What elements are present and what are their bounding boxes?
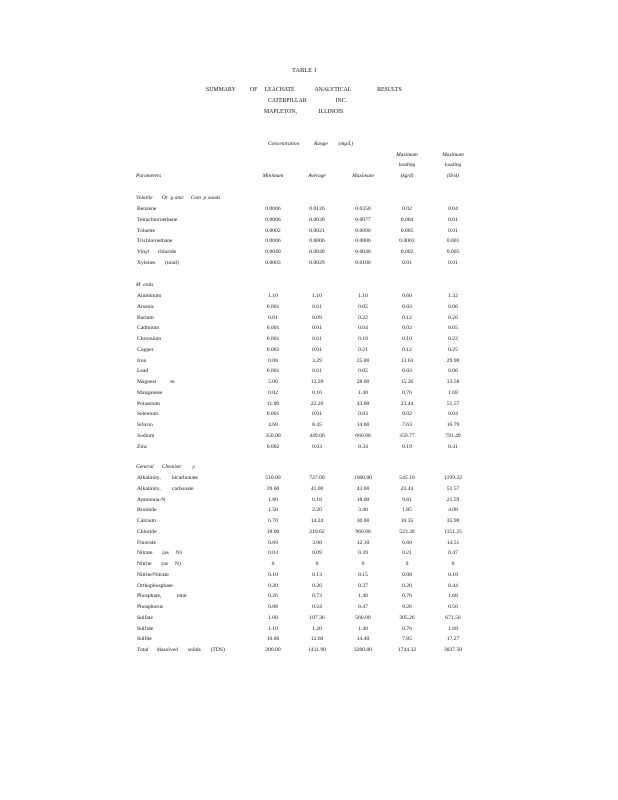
table-row — [0, 325, 618, 335]
max-loading-kg-value: 7.85 — [402, 636, 412, 643]
average-value: 0.0021 — [309, 227, 325, 234]
max-loading-lb-value: 0.04 — [448, 411, 458, 418]
parameter-name: Benzene — [137, 206, 157, 212]
minimum-value: 0.0040 — [265, 249, 281, 255]
minimum-value: 6.70 — [268, 518, 278, 524]
maximum-value: 0.15 — [358, 571, 368, 578]
max-loading-kg-value: 6.60 — [402, 539, 412, 546]
max-loading-lb-value: 791.49 — [445, 432, 461, 439]
table-title-line-1: SUMMARY OF LEACHATE ANALYTICAL RESULTS — [206, 87, 402, 93]
average-value: 0.0126 — [309, 206, 325, 212]
max-loading-lb-value: 0.01 — [448, 259, 458, 266]
max-loading-lb-value: 29.98 — [446, 357, 460, 364]
minimum-value: 18.00 — [266, 528, 280, 535]
max-loading-lb-value: 0.41 — [448, 443, 458, 450]
parameter-name: Aluminum — [137, 293, 162, 299]
max-loading-lb-value: 1151.25 — [444, 528, 462, 535]
minimum-value: 0.26 — [268, 593, 278, 600]
max-loading-kg-value: 0.26 — [402, 604, 412, 610]
table-row — [0, 238, 618, 248]
max-loading-lb-value: 51.57 — [446, 400, 460, 407]
maximum-value: 660.00 — [355, 432, 371, 439]
average-value: 0.01 — [312, 346, 322, 353]
average-value: 1411.90 — [308, 647, 326, 653]
max-loading-lb-value: 0.18 — [448, 571, 458, 578]
average-header: Average — [308, 173, 326, 179]
max-loading-kg-value: 0.12 — [402, 346, 412, 353]
table-row — [0, 497, 618, 507]
table-row — [0, 304, 618, 314]
parameter-name: Phosphate, total — [137, 593, 187, 600]
parameter-name: Ammonia-N — [137, 496, 166, 503]
table-row — [0, 572, 618, 582]
maximum-value: 0.04 — [358, 325, 368, 332]
section-header: General Chemistr y — [136, 464, 195, 470]
parameter-name: Alkalinity, bicarbonate — [137, 475, 198, 481]
max-loading-lb-value: 0.22 — [448, 336, 458, 342]
max-loading-lb-value: 0.04 — [448, 206, 458, 212]
max-loading-lb-value: 4.08 — [448, 507, 458, 514]
max-loading-lb-value: 1199.22 — [444, 475, 462, 481]
average-value: 1.20 — [312, 625, 322, 632]
average-value: 0.26 — [312, 582, 322, 589]
max-loading-kg-value: 545.10 — [399, 475, 415, 481]
table-row — [0, 626, 618, 636]
max-loading-lb-header-3: (lb/d) — [447, 173, 459, 179]
max-loading-kg-value: 0.02 — [402, 325, 412, 332]
table-row — [0, 593, 618, 603]
max-loading-lb-value: 0.005 — [446, 249, 460, 255]
max-loading-kg-value: 9.81 — [402, 496, 412, 503]
maximum-value: 43.00 — [356, 400, 370, 407]
max-loading-kg-value: 1.85 — [402, 507, 412, 514]
maximum-value: 3200.00 — [353, 647, 373, 653]
minimum-value: 1.10 — [268, 625, 278, 632]
parameter-name: Nitrite (as N) — [137, 561, 181, 567]
parameter-name: Orthophosphate — [137, 582, 173, 589]
parameter-name: Selenium — [137, 411, 159, 418]
max-loading-kg-value: 0.21 — [402, 550, 412, 557]
max-loading-lb-value: 0.05 — [448, 325, 458, 332]
minimum-value: 0.69 — [268, 539, 278, 546]
minimum-value: 0.0006 — [265, 238, 281, 245]
parameter-name: Iron — [137, 357, 147, 364]
table-row — [0, 401, 618, 411]
maximum-value: 0.39 — [358, 550, 368, 557]
average-value: 6.18 — [312, 496, 322, 503]
table-row — [0, 636, 618, 646]
maximum-value: 14.40 — [356, 636, 370, 643]
table-row — [0, 540, 618, 550]
parameter-name: Calcium — [137, 518, 156, 524]
maximum-value: 30.00 — [356, 518, 370, 524]
max-loading-kg-value: 0.03 — [402, 303, 412, 310]
max-loading-kg-value: 0.02 — [402, 411, 412, 418]
parameter-name: Magnesi m — [137, 379, 175, 385]
maximum-value: 1.40 — [358, 389, 368, 396]
concentration-range-header: Concentration Range (mg/L) — [268, 141, 354, 147]
max-loading-lb-value: 17.27 — [446, 636, 460, 643]
parameter-name: Trichloroethane — [137, 238, 173, 245]
maximum-value: 0.0077 — [355, 216, 371, 223]
max-loading-kg-value: 13.63 — [400, 357, 414, 364]
max-loading-lb-value: 0.01 — [448, 227, 458, 234]
average-value: 12.60 — [310, 636, 324, 643]
parameter-name: Lead — [137, 368, 149, 375]
minimum-value: 1.50 — [268, 507, 278, 514]
maximum-value: 0.0100 — [355, 259, 371, 266]
max-loading-kg-value: 16.35 — [400, 518, 414, 524]
maximum-value: 1.40 — [358, 593, 368, 600]
max-loading-lb-value: 0.26 — [448, 314, 458, 321]
parameter-name: Vinyl chloride — [137, 249, 177, 255]
table-row — [0, 604, 618, 614]
parameter-name: Potassium — [137, 400, 161, 407]
average-value: 0.0030 — [309, 216, 325, 223]
maximum-header: Maximum — [352, 173, 374, 179]
average-value: 0.01 — [312, 303, 322, 310]
max-loading-lb-value: 0 — [451, 561, 455, 567]
max-loading-kg-value: 0.004 — [400, 216, 414, 223]
maximum-value: 0.21 — [358, 346, 368, 353]
average-value: 727.00 — [309, 475, 325, 481]
maximum-value: 0.03 — [358, 411, 368, 418]
table-row — [0, 550, 618, 560]
minimum-value: 0.10 — [268, 571, 278, 578]
max-loading-lb-value: 0.47 — [448, 550, 458, 557]
max-loading-lb-value: 0.01 — [448, 216, 458, 223]
parameter-name: Total dissolved solids (TDS) — [137, 647, 225, 653]
max-loading-kg-value: 1744.32 — [397, 647, 417, 653]
maximum-value: 1.10 — [358, 293, 368, 299]
average-value: 0.0029 — [309, 259, 325, 266]
max-loading-kg-value: 0.76 — [402, 389, 412, 396]
maximum-value: 960.00 — [355, 528, 371, 535]
max-loading-kg-value: 0.03 — [402, 368, 412, 375]
average-value: 12.20 — [310, 379, 324, 385]
maximum-value: 560.00 — [355, 614, 371, 621]
table-row — [0, 293, 618, 303]
maximum-value: 3.40 — [358, 507, 368, 514]
average-value: 0.01 — [312, 411, 322, 418]
max-loading-lb-value: 1.68 — [448, 389, 458, 396]
maximum-value: 25.00 — [356, 357, 370, 364]
max-loading-kg-value: 7.63 — [402, 422, 412, 428]
average-value: 0.09 — [312, 550, 322, 557]
max-loading-lb-value: 0.25 — [448, 346, 458, 353]
parameter-name: Manganese — [137, 389, 163, 396]
average-value: 3.60 — [312, 539, 322, 546]
max-loading-kg-value: 23.44 — [400, 400, 414, 407]
table-row — [0, 444, 618, 454]
table-row — [0, 507, 618, 517]
parameter-name: Toluene — [137, 227, 155, 234]
minimum-value: 0.002 — [266, 346, 280, 353]
minimum-value: 0.001 — [266, 411, 280, 418]
minimum-value: 510.00 — [265, 475, 281, 481]
table-row — [0, 615, 618, 625]
table-row — [0, 583, 618, 593]
maximum-value: 0.0040 — [355, 249, 371, 255]
max-loading-kg-value: 0.02 — [402, 206, 412, 212]
max-loading-kg-value: 0.005 — [400, 227, 414, 234]
max-loading-kg-value: 23.44 — [400, 485, 414, 492]
table-row — [0, 336, 618, 346]
max-loading-kg-value: 0.19 — [402, 443, 412, 450]
table-row — [0, 486, 618, 496]
minimum-header: Minimum — [262, 173, 284, 179]
max-loading-kg-value: 0.60 — [402, 293, 412, 299]
max-loading-lb-header-1: Maximum — [442, 152, 464, 158]
minimum-value: 0.20 — [268, 582, 278, 589]
max-loading-kg-value: 523.30 — [399, 528, 415, 535]
minimum-value: 0.02 — [268, 389, 278, 396]
table-row — [0, 411, 618, 421]
average-value: 0.0040 — [309, 249, 325, 255]
maximum-value: 0.0090 — [355, 227, 371, 234]
max-loading-kg-header-3: (kg/d) — [400, 173, 414, 179]
max-loading-lb-value: 0.56 — [448, 604, 458, 610]
minimum-value: 0.01 — [268, 314, 278, 321]
minimum-value: 0.0002 — [265, 227, 281, 234]
table-title-line-2: CATERPILLAR INC. — [268, 98, 348, 104]
average-value: 14.24 — [310, 518, 324, 524]
table-row — [0, 475, 618, 485]
parameter-name: Silicon — [137, 422, 153, 428]
average-value: 0.0006 — [309, 238, 325, 245]
maximum-value: 0 — [361, 561, 365, 567]
maximum-value: 0.05 — [358, 303, 368, 310]
average-value: 0.01 — [312, 368, 322, 375]
table-row — [0, 206, 618, 216]
max-loading-kg-value: 305.26 — [399, 614, 415, 621]
maximum-value: 1.40 — [358, 625, 368, 632]
max-loading-lb-value: 0.44 — [448, 582, 458, 589]
minimum-value: 5.00 — [268, 379, 278, 385]
minimum-value: 1.80 — [268, 496, 278, 503]
section-header: Volatile Or g anic Com p ounds — [136, 195, 221, 201]
average-value: 0.16 — [312, 389, 322, 396]
minimum-value: 0.03 — [268, 550, 278, 557]
minimum-value: 10.80 — [266, 636, 280, 643]
maximum-value: 0.34 — [358, 443, 368, 450]
max-loading-lb-value: 671.56 — [445, 614, 461, 621]
average-value: 0.13 — [312, 571, 322, 578]
minimum-value: 39.00 — [266, 485, 280, 492]
parameter-name: Chloride — [137, 528, 157, 535]
average-value: 0.03 — [312, 443, 322, 450]
max-loading-kg-value: 0.0003 — [399, 238, 415, 245]
parameter-name: Bromide — [137, 507, 157, 514]
average-value: 1.10 — [312, 293, 322, 299]
max-loading-kg-value: 0.002 — [400, 249, 414, 255]
max-loading-lb-value: 21.59 — [446, 496, 460, 503]
maximum-value: 0.05 — [358, 368, 368, 375]
parameter-name: Sulfite — [137, 636, 152, 643]
average-value: 0.01 — [312, 336, 322, 342]
minimum-value: 0.08 — [268, 604, 278, 610]
maximum-value: 0.22 — [358, 314, 368, 321]
section-header: M etals — [136, 282, 154, 288]
average-value: 107.36 — [309, 614, 325, 621]
max-loading-kg-value: 0.08 — [402, 571, 412, 578]
parameter-name: Copper — [137, 346, 154, 353]
parameter-name: Zinc — [137, 443, 148, 450]
table-row — [0, 260, 618, 270]
max-loading-kg-value: 0.76 — [402, 593, 412, 600]
maximum-value: 14.00 — [356, 422, 370, 428]
minimum-value: 1.10 — [268, 293, 278, 299]
table-row — [0, 647, 618, 657]
maximum-value: 43.00 — [356, 485, 370, 492]
parameter-name: Chromium — [137, 336, 162, 342]
max-loading-lb-value: 1.68 — [448, 593, 458, 600]
max-loading-lb-value: 1.32 — [448, 293, 458, 299]
table-row — [0, 433, 618, 443]
max-loading-lb-value: 35.98 — [446, 518, 460, 524]
parameter-name: Sulfate — [137, 614, 153, 621]
table-row — [0, 217, 618, 227]
max-loading-kg-value: 0 — [405, 561, 409, 567]
table-row — [0, 249, 618, 259]
max-loading-kg-value: 359.77 — [399, 432, 415, 439]
parameter-name: Nitrite/Nitrate — [137, 571, 169, 578]
table-row — [0, 561, 618, 571]
maximum-value: 0.18 — [358, 336, 368, 342]
max-loading-kg-value: 15.26 — [400, 379, 414, 385]
maximum-value: 0.37 — [358, 582, 368, 589]
max-loading-lb-value: 0.06 — [448, 303, 458, 310]
average-value: 0.01 — [312, 325, 322, 332]
table-row — [0, 347, 618, 357]
average-value: 0.09 — [312, 314, 322, 321]
table-row — [0, 390, 618, 400]
max-loading-lb-value: 3837.50 — [443, 647, 463, 653]
maximum-value: 0.0350 — [355, 206, 371, 212]
minimum-value: 0.0006 — [265, 206, 281, 212]
average-value: 22.20 — [310, 400, 324, 407]
average-value: 0.73 — [312, 593, 322, 600]
max-loading-kg-value: 0.20 — [402, 582, 412, 589]
table-row — [0, 358, 618, 368]
parameter-name: Tetrachloroethene — [137, 216, 178, 223]
average-value: 0.24 — [312, 604, 322, 610]
parameter-name: Sodium — [137, 432, 155, 439]
average-value: 2.20 — [312, 507, 322, 514]
maximum-value: 12.10 — [356, 539, 370, 546]
parameter-header: Parameters — [136, 173, 162, 179]
table-row — [0, 518, 618, 528]
parameter-name: Xylenes (total) — [137, 259, 179, 266]
minimum-value: 0.001 — [266, 303, 280, 310]
minimum-value: 0.001 — [266, 336, 280, 342]
table-title-line-3: MAPLETON, ILLINOIS — [264, 109, 344, 115]
max-loading-lb-value: 14.51 — [446, 539, 460, 546]
max-loading-lb-header-2: loading — [444, 162, 462, 168]
average-value: 41.00 — [310, 485, 324, 492]
table-row — [0, 368, 618, 378]
minimum-value: 350.00 — [265, 432, 281, 439]
max-loading-kg-header-2: loading — [398, 162, 416, 168]
max-loading-kg-value: 0.10 — [402, 336, 412, 342]
table-row — [0, 379, 618, 389]
parameter-name: Cadmium — [137, 325, 160, 332]
table-row — [0, 422, 618, 432]
maximum-value: 18.00 — [356, 496, 370, 503]
max-loading-lb-value: 0.001 — [446, 238, 460, 245]
table-label: TABLE 1 — [292, 67, 317, 74]
table-row — [0, 529, 618, 539]
minimum-value: 0.0006 — [265, 216, 281, 223]
max-loading-kg-value: 0.76 — [402, 625, 412, 632]
max-loading-lb-value: 0.06 — [448, 368, 458, 375]
max-loading-lb-value: 1.68 — [448, 625, 458, 632]
maximum-value: 0.47 — [358, 604, 368, 610]
average-value: 8.45 — [312, 422, 322, 428]
minimum-value: 11.00 — [266, 400, 280, 407]
average-value: 449.00 — [309, 432, 325, 439]
minimum-value: 0.08 — [268, 357, 278, 364]
minimum-value: 0.002 — [266, 443, 280, 450]
parameter-name: Barium — [137, 314, 154, 321]
minimum-value: 4.60 — [268, 422, 278, 428]
parameter-name: Fluoride — [137, 539, 156, 546]
average-value: 210.62 — [309, 528, 325, 535]
max-loading-lb-value: 33.58 — [446, 379, 460, 385]
minimum-value: 0.0003 — [265, 259, 281, 266]
parameter-name: Sulfide — [137, 625, 154, 632]
max-loading-kg-header-1: Maximum — [396, 152, 418, 158]
maximum-value: 0.0006 — [355, 238, 371, 245]
table-row — [0, 228, 618, 238]
parameter-name: Nitrate (as N) — [137, 550, 182, 557]
table-row — [0, 315, 618, 325]
maximum-value: 1000.00 — [353, 475, 373, 481]
maximum-value: 28.00 — [356, 379, 370, 385]
average-value: 3.29 — [312, 357, 322, 364]
minimum-value: 0.001 — [266, 368, 280, 375]
average-value: 0 — [315, 561, 319, 567]
minimum-value: 0 — [271, 561, 275, 567]
parameter-name: Phosphorus — [137, 604, 164, 610]
minimum-value: 200.00 — [265, 647, 281, 653]
parameter-name: Arsenic — [137, 303, 155, 310]
max-loading-kg-value: 0.01 — [402, 259, 412, 266]
minimum-value: 1.00 — [268, 614, 278, 621]
parameter-name: Alkalinity, carbonate — [137, 485, 194, 492]
minimum-value: 0.001 — [266, 325, 280, 332]
max-loading-kg-value: 0.12 — [402, 314, 412, 321]
max-loading-lb-value: 51.57 — [446, 485, 460, 492]
max-loading-lb-value: 16.79 — [446, 422, 460, 428]
